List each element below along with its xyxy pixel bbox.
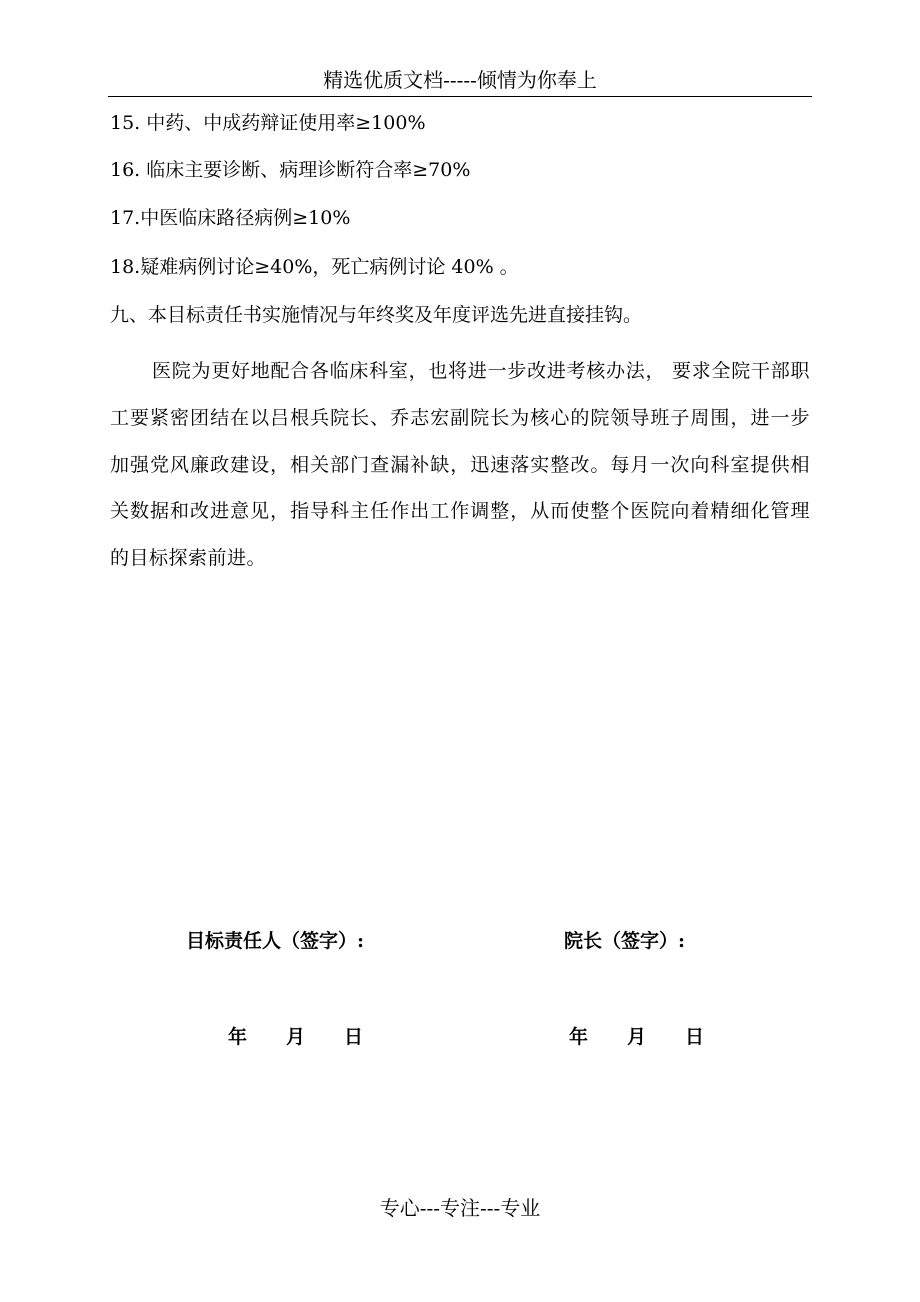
- date-right-month: 月: [627, 1026, 647, 1048]
- list-item-18: 18.疑难病例讨论≥40%，死亡病例讨论 40% 。: [110, 256, 519, 278]
- body-paragraph: 医院为更好地配合各临床科室，也将进一步改进考核办法， 要求全院干部职工要紧密团结在以吕根兵院长、乔志宏副院长为核心的院领导班子周围，进一步加强党风廉政建设，相关部门查漏补缺，迅速落实整改。每月一次向科室提供相关数据和改进意见，指导科主任作出工作调整，从而使整个医院向着精细化管理的目标探索前进。: [110, 360, 810, 570]
- header-rule: [108, 96, 812, 97]
- signature-responsible-person: 目标责任人（签字）:: [186, 930, 365, 952]
- page-header: 精选优质文档-----倾情为你奉上: [323, 68, 597, 92]
- signature-president: 院长（签字）:: [564, 930, 686, 952]
- list-item-15: 15. 中药、中成药辩证使用率≥100%: [110, 112, 426, 134]
- date-left: [228, 1022, 363, 1052]
- date-left-year: 年: [228, 1026, 248, 1048]
- date-right-year: 年: [569, 1026, 589, 1048]
- list-item-17: 17.中医临床路径病例≥10%: [110, 207, 351, 229]
- page-footer: 专心---专注---专业: [379, 1196, 541, 1220]
- section-nine: 九、本目标责任书实施情况与年终奖及年度评选先进直接挂钩。: [110, 304, 643, 326]
- date-right: [569, 1022, 704, 1052]
- list-item-16: 16. 临床主要诊断、病理诊断符合率≥70%: [110, 159, 471, 181]
- date-left-month: 月: [286, 1026, 306, 1048]
- date-right-day: 日: [685, 1026, 705, 1048]
- date-left-day: 日: [344, 1026, 364, 1048]
